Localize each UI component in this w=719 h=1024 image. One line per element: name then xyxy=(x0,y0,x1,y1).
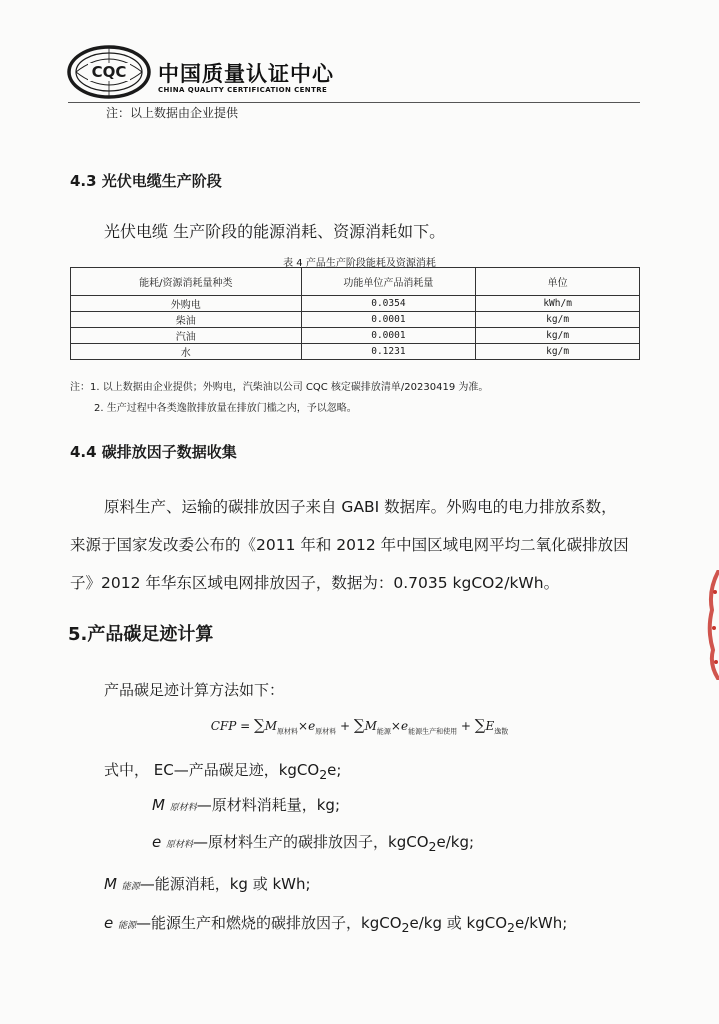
sum-symbol: ∑ xyxy=(353,716,365,734)
table-header-row xyxy=(71,268,640,296)
cqc-logo xyxy=(66,44,152,100)
table-cell: 0.0001 xyxy=(301,312,476,328)
def-text: —原材料生产的碳排放因子，kgCO xyxy=(193,833,429,851)
paragraph-line: 来源于国家发改委公布的《2011 年和 2012 年中国区域电网平均二氧化碳排放因 xyxy=(70,536,629,554)
table-cell: 柴油 xyxy=(71,312,302,328)
org-name-en: CHINA QUALITY CERTIFICATION CENTRE xyxy=(158,86,328,94)
formula-plus: + xyxy=(336,719,354,733)
formula-e: e xyxy=(400,719,409,733)
table-cell: kg/m xyxy=(476,312,640,328)
table-header-cell: 能耗/资源消耗量种类 xyxy=(71,268,302,296)
table-row xyxy=(71,344,640,360)
def-text: e; xyxy=(327,761,342,779)
energy-consumption-table xyxy=(70,267,640,360)
def-symbol: M xyxy=(104,875,117,893)
sum-symbol: ∑ xyxy=(254,716,265,734)
def-text: e/kg; xyxy=(436,833,475,851)
table-cell: 汽油 xyxy=(71,328,302,344)
logo-text: CQC xyxy=(91,63,127,81)
def-sub: 能源 xyxy=(121,882,140,892)
formula-eq: = xyxy=(236,719,255,733)
formula-E: E xyxy=(485,719,495,733)
def-sub: 原材料 xyxy=(166,840,194,850)
def-symbol: e xyxy=(152,833,162,851)
table-cell: 水 xyxy=(71,344,302,360)
paragraph-line: 原料生产、运输的碳排放因子来自 GABI 数据库。外购电的电力排放系数， xyxy=(104,498,617,516)
definition-e-energy xyxy=(104,912,567,935)
table-header-cell: 功能单位产品消耗量 xyxy=(301,268,476,296)
table-cell: 0.0354 xyxy=(301,296,476,312)
table-cell: 外购电 xyxy=(71,296,302,312)
formula-lhs: CFP xyxy=(210,719,237,733)
table-cell: kWh/m xyxy=(476,296,640,312)
def-text: —能源生产和燃烧的碳排放因子，kgCO xyxy=(136,914,402,932)
formula-plus: + xyxy=(457,719,475,733)
formula-sub: 原材料 xyxy=(277,727,299,736)
table-caption: 表 4 产品生产阶段能耗及资源消耗 xyxy=(283,258,436,269)
formula-sub: 能源 xyxy=(376,727,391,736)
formula-e: e xyxy=(308,719,316,733)
table-cell: 0.1231 xyxy=(301,344,476,360)
formula-sub: 逸散 xyxy=(494,727,509,736)
def-symbol: M xyxy=(152,796,165,814)
formula-sub: 原材料 xyxy=(315,727,337,736)
red-stamp-edge xyxy=(706,570,719,680)
def-sub: 2 xyxy=(319,767,328,782)
definition-e-raw xyxy=(152,831,474,854)
table-note-2: 2. 生产过程中各类逸散排放量在排放门槛之内，予以忽略。 xyxy=(94,403,357,414)
definition-m-energy xyxy=(104,873,311,894)
table-cell: kg/m xyxy=(476,328,640,344)
section-4-3-heading: 4.3 光伏电缆生产阶段 xyxy=(70,172,222,190)
table-row xyxy=(71,296,640,312)
def-text: e/kg 或 kgCO xyxy=(409,914,507,932)
table-cell: kg/m xyxy=(476,344,640,360)
formula-times: × xyxy=(298,719,309,733)
table-cell: 0.0001 xyxy=(301,328,476,344)
definition-m-raw xyxy=(152,794,340,815)
def-sub: 2 xyxy=(507,920,515,935)
method-intro: 产品碳足迹计算方法如下： xyxy=(104,681,285,699)
formula-m: M xyxy=(264,719,278,733)
def-text: e/kWh; xyxy=(514,914,568,932)
org-name-cn: 中国质量认证中心 xyxy=(158,62,334,86)
top-note: 注：以上数据由企业提供 xyxy=(106,106,239,120)
def-text: —能源消耗，kg 或 kWh; xyxy=(139,875,311,893)
header-rule xyxy=(68,102,640,103)
formula-sub: 能源生产和使用 xyxy=(408,727,458,736)
formula-times: × xyxy=(390,719,401,733)
def-sub: 2 xyxy=(428,839,437,854)
paragraph-line: 子》2012 年华东区域电网排放因子，数据为：0.7035 kgCO2/kWh。 xyxy=(70,574,560,592)
def-sub: 原材料 xyxy=(169,803,197,813)
formula-m: M xyxy=(364,719,377,733)
table-header-cell: 单位 xyxy=(476,268,640,296)
def-symbol: e xyxy=(104,914,114,932)
def-text: 式中， EC—产品碳足迹，kgCO xyxy=(104,761,320,779)
def-sub: 2 xyxy=(401,920,410,935)
definition-ec xyxy=(104,759,341,782)
section-5-heading: 5.产品碳足迹计算 xyxy=(68,624,214,645)
table-note-1: 注：1. 以上数据由企业提供；外购电，汽柴油以公司 CQC 核定碳排放清单/20230419 为准。 xyxy=(70,382,489,393)
section-4-4-paragraph xyxy=(70,488,642,602)
section-4-3-paragraph: 光伏电缆 生产阶段的能源消耗、资源消耗如下。 xyxy=(104,222,446,241)
sum-symbol: ∑ xyxy=(474,716,486,734)
table-row xyxy=(71,312,640,328)
section-4-4-heading: 4.4 碳排放因子数据收集 xyxy=(70,443,237,461)
def-text: —原材料消耗量，kg; xyxy=(196,796,341,814)
table-row xyxy=(71,328,640,344)
cfp-formula xyxy=(0,716,719,736)
def-sub: 能源 xyxy=(118,921,137,931)
